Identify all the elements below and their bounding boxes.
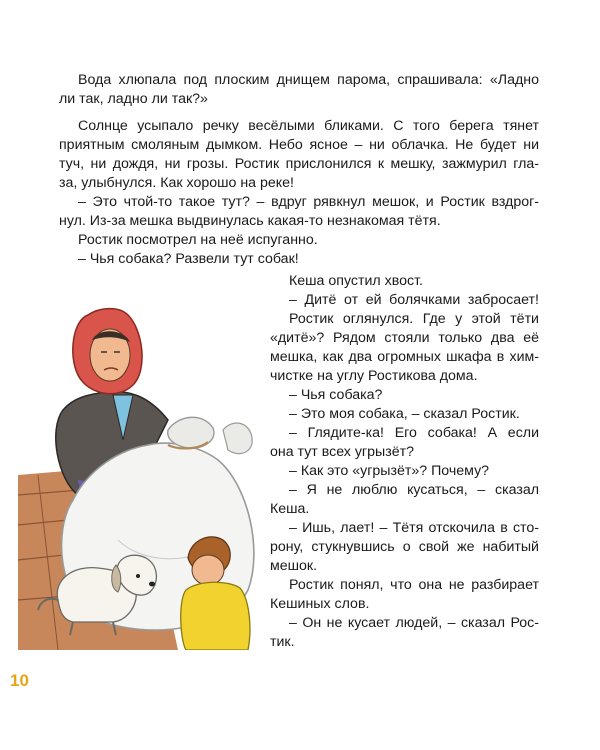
text-line-14: «дитё»? Рядом стояли только два её xyxy=(270,330,539,346)
text-line-23: Кеша. xyxy=(270,501,310,517)
text-line-9: Ростик посмотрел на неё испуганно. xyxy=(78,232,318,248)
text-line-20: она тут всех угрызёт? xyxy=(270,444,414,460)
text-line-8: нул. Из-за мешка выдвинулась какая-то незнакомая тётя. xyxy=(59,213,441,229)
text-line-25: рону, стукнувшись о свой же набитый xyxy=(270,539,539,555)
text-line-27: Ростик понял, что она не разбирает xyxy=(289,577,539,593)
text-line-10: – Чья собака? Развели тут собак! xyxy=(78,251,299,267)
text-line-21: – Как это «угрызёт»? Почему? xyxy=(289,463,490,479)
text-line-26: мешок. xyxy=(270,558,318,574)
text-line-29: – Он не кусает людей, – сказал Рос- xyxy=(289,615,539,631)
text-line-13: Ростик оглянулся. Где у этой тёти xyxy=(289,311,539,327)
text-line-5: туч, ни дождя, ни грозы. Ростик прислонился к мешку, зажмурил гла- xyxy=(59,156,539,172)
text-line-11: Кеша опустил хвост. xyxy=(289,273,423,289)
text-line-6: за, улыбнулся. Как хорошо на реке! xyxy=(59,175,294,191)
text-line-3: Солнце усыпало речку весёлыми бликами. С того берега тянет xyxy=(78,118,539,134)
illustration-woman-boy-dog xyxy=(18,300,268,650)
text-line-22: – Я не люблю кусаться, – сказал xyxy=(289,482,539,498)
text-line-18: – Это моя собака, – сказал Ростик. xyxy=(289,406,520,422)
text-line-24: – Ишь, лает! – Тётя отскочила в сто- xyxy=(289,520,539,536)
text-line-17: – Чья собака? xyxy=(289,387,383,403)
text-line-12: – Дитё от ей болячками забросает! xyxy=(289,292,539,308)
text-line-1: Вода хлюпала под плоским днищем парома, спрашивала: «Ладно xyxy=(78,72,539,88)
text-line-16: чистке на углу Ростикова дома. xyxy=(270,368,478,384)
text-line-4: приятным смоляным дымком. Небо ясное – ни облачка. Не будет ни xyxy=(59,137,539,153)
text-line-2: ли так, ладно ли так?» xyxy=(59,91,208,107)
text-line-30: тик. xyxy=(270,634,295,650)
page-number: 10 xyxy=(10,671,29,690)
text-line-19: – Глядите-ка! Его собака! А если xyxy=(289,425,539,441)
text-line-28: Кешиных слов. xyxy=(270,596,370,612)
text-line-15: мешка, как два огромных шкафа в хим- xyxy=(270,349,539,365)
text-line-7: – Это чтой-то такое тут? – вдруг рявкнул мешок, и Ростик вздрог- xyxy=(78,194,539,210)
